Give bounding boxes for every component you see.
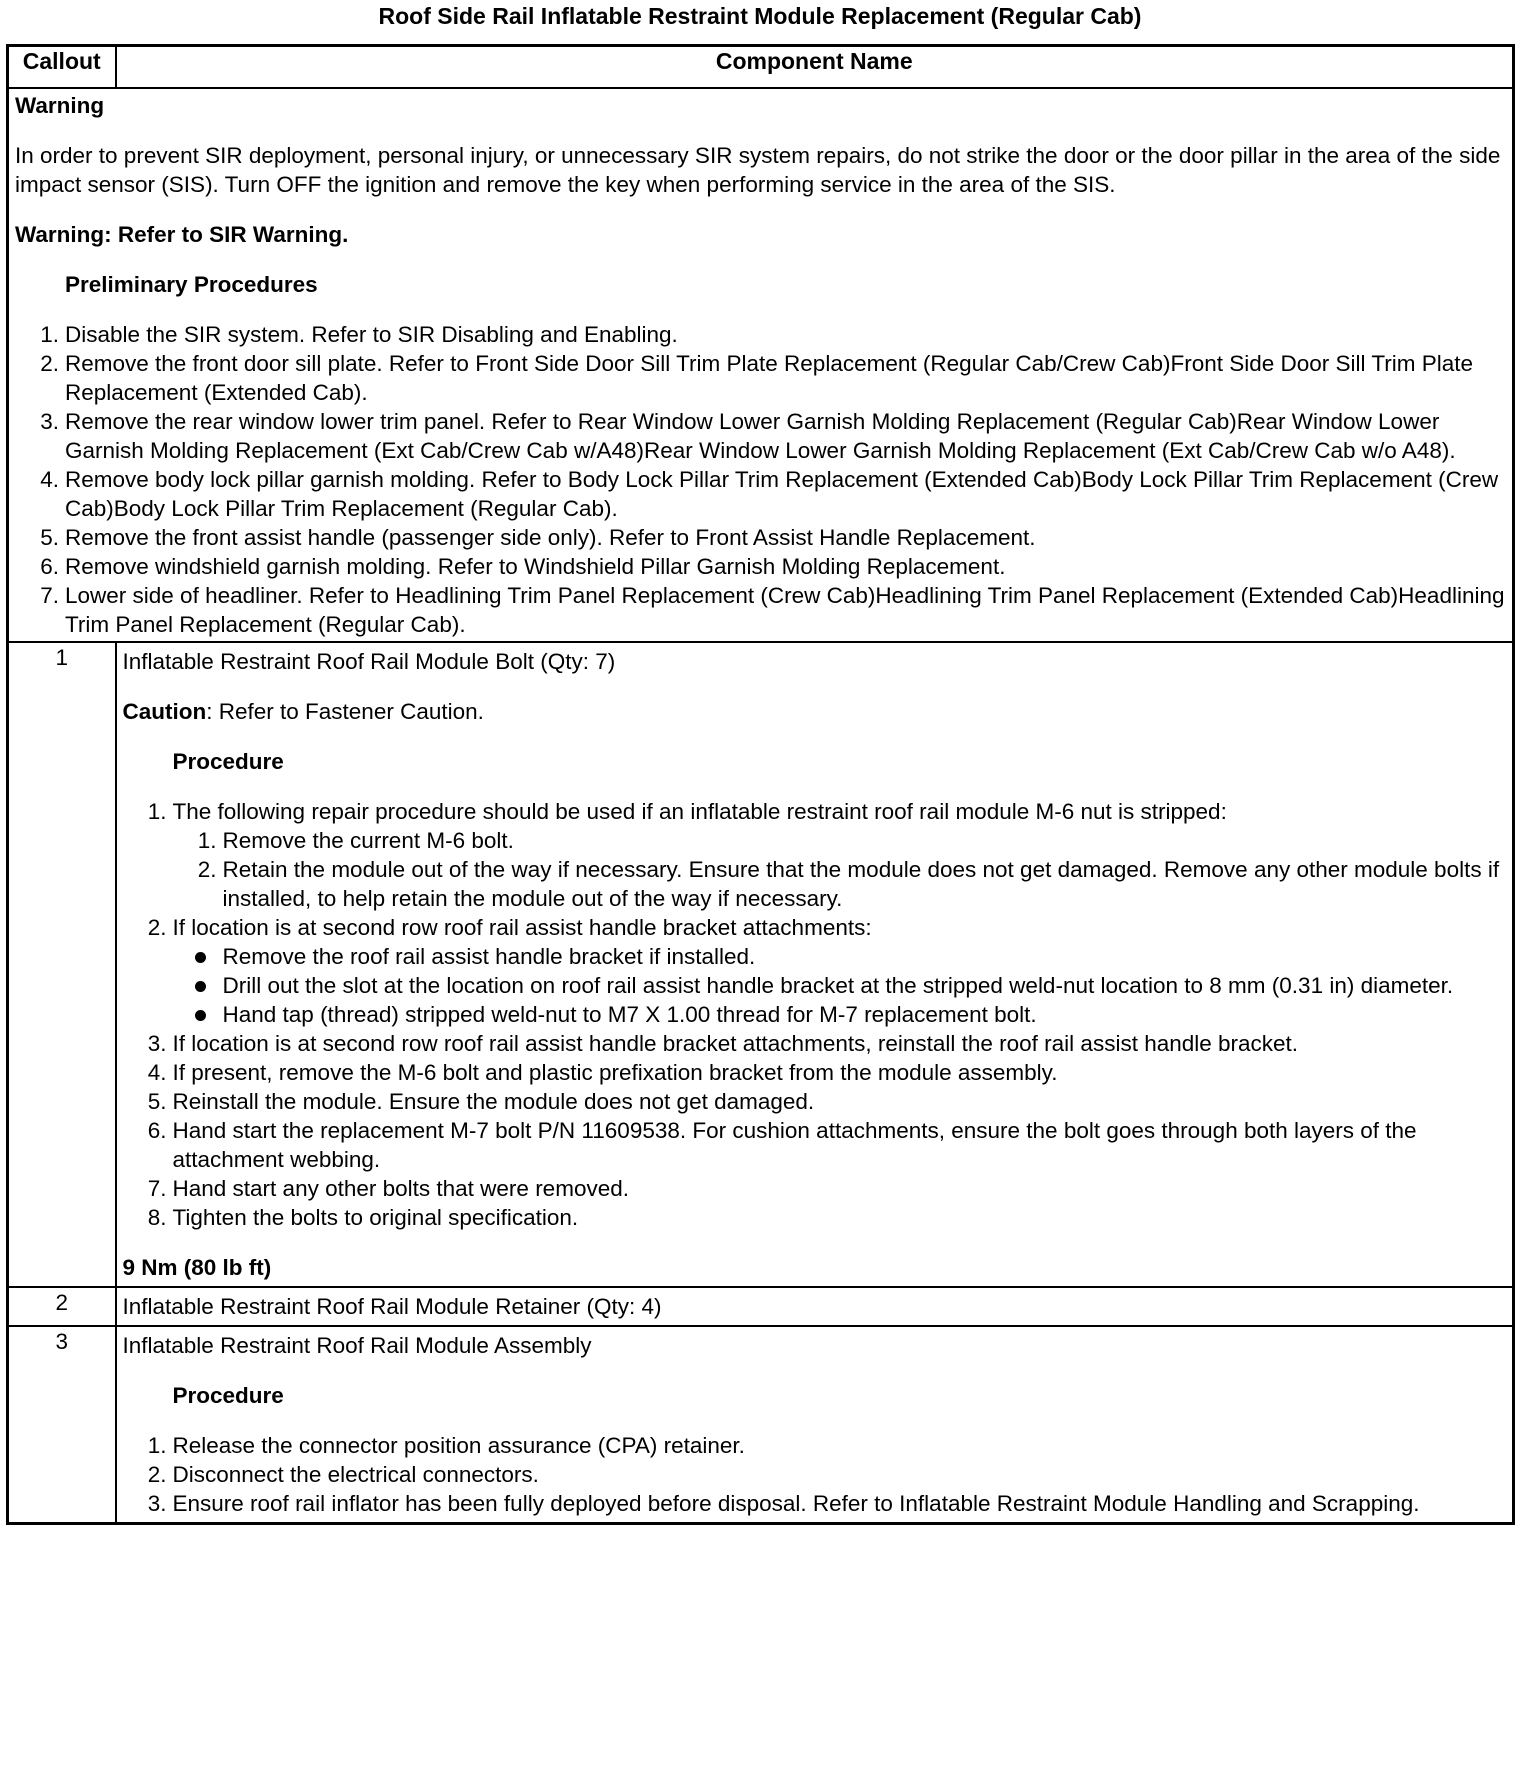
list-item: 4. If present, remove the M-6 bolt and plastic prefixation bracket from the module assembly. [147, 1060, 1058, 1085]
list-item: Remove the roof rail assist handle bracket if installed. [173, 942, 1507, 971]
table-header-row [8, 46, 1514, 89]
sub-steps-list [173, 826, 1507, 913]
procedure-heading: Procedure [172, 749, 284, 774]
document-title: Roof Side Rail Inflatable Restraint Module Replacement (Regular Cab) [378, 3, 1142, 29]
component-name: Inflatable Restraint Roof Rail Module Retainer (Qty: 4) [122, 1294, 662, 1319]
list-item: 8. Tighten the bolts to original specification. [147, 1205, 579, 1230]
list-item: 4. Remove body lock pillar garnish molding. Refer to Body Lock Pillar Trim Replacement (Extended Cab)Body Lock Pillar Trim Replacement (Crew Cab)Body Lock Pillar Trim Replacement (Regular Cab). [40, 467, 1499, 521]
warning-cell [8, 88, 1514, 642]
list-item: 2. If location is at second row roof rail assist handle bracket attachments: Remove the roof rail assist handle bracket if installed. Drill out the slot at the location on roof rail assist handle bracket at the stripped weld-nut location to 8 mm (0.31 in) diameter. Hand tap (thread) stripped weld-nut to M7 X 1.00 thread for M-7 replacement bolt. [123, 913, 1507, 1029]
list-item: 7. Hand start any other bolts that were removed. [147, 1176, 629, 1201]
component-name: Inflatable Restraint Roof Rail Module Assembly [122, 1333, 592, 1358]
list-item: 2. Remove the front door sill plate. Refer to Front Side Door Sill Trim Plate Replacement (Regular Cab/Crew Cab)Front Side Door Sill Trim Plate Replacement (Extended Cab). [40, 351, 1474, 405]
component-name: Inflatable Restraint Roof Rail Module Bolt (Qty: 7) [122, 649, 616, 674]
callout-cell: 1 [8, 642, 116, 1287]
component-cell [116, 642, 1514, 1287]
list-item: 6. Hand start the replacement M-7 bolt P/N 11609538. For cushion attachments, ensure the bolt goes through both layers of the attachment webbing. [147, 1118, 1417, 1172]
callout-column-header: Callout [8, 46, 116, 89]
warning-heading: Warning [15, 93, 105, 118]
procedure-steps-list [123, 1431, 1507, 1518]
list-item: 5. Reinstall the module. Ensure the module does not get damaged. [147, 1089, 815, 1114]
list-item: 5. Remove the front assist handle (passenger side only). Refer to Front Assist Handle Replacement. [40, 525, 1036, 550]
list-item: 2. Disconnect the electrical connectors. [147, 1462, 539, 1487]
list-item: Hand tap (thread) stripped weld-nut to M7 X 1.00 thread for M-7 replacement bolt. [173, 1000, 1507, 1029]
component-cell [116, 1287, 1514, 1326]
bullet-list [173, 942, 1507, 1029]
list-item: 7. Lower side of headliner. Refer to Headlining Trim Panel Replacement (Crew Cab)Headlining Trim Panel Replacement (Extended Cab)Headlining Trim Panel Replacement (Regular Cab). [40, 583, 1505, 637]
component-name-column-header: Component Name [116, 46, 1514, 89]
list-item: 6. Remove windshield garnish molding. Refer to Windshield Pillar Garnish Molding Replacement. [40, 554, 1006, 579]
list-item: 1. The following repair procedure should be used if an inflatable restraint roof rail module M-6 nut is stripped: 1. Remove the current M-6 bolt. 2. Retain the module out of the way if necessary. Ensure that the module does not get damaged. Remove any other module bolts if installed, to help retain the module out of the way if necessary. [123, 797, 1507, 913]
preliminary-procedures-heading: Preliminary Procedures [65, 272, 318, 297]
procedure-heading: Procedure [172, 1383, 284, 1408]
bullet-icon [195, 952, 206, 963]
bullet-icon [195, 981, 206, 992]
list-item: 3. Remove the rear window lower trim panel. Refer to Rear Window Lower Garnish Molding Replacement (Regular Cab)Rear Window Lower Garnish Molding Replacement (Ext Cab/Crew Cab w/A48)Rear Window Lower Garnish Molding Replacement (Ext Cab/Crew Cab w/o A48). [40, 409, 1456, 463]
list-item: 1. Disable the SIR system. Refer to SIR Disabling and Enabling. [40, 322, 678, 347]
table-row [8, 642, 1514, 1287]
warning-text: In order to prevent SIR deployment, personal injury, or unnecessary SIR system repairs, do not strike the door or the door pillar in the area of the side impact sensor (SIS). Turn OFF the ignition and remove the key when performing service in the area of the SIS. [15, 143, 1501, 197]
sir-warning-reference: Warning: Refer to SIR Warning. [15, 222, 349, 247]
list-item: 1. Release the connector position assurance (CPA) retainer. [147, 1433, 745, 1458]
table-row [8, 1326, 1514, 1524]
list-item: 1. Remove the current M-6 bolt. [197, 828, 514, 853]
component-table [6, 44, 1515, 1525]
list-item: 2. Retain the module out of the way if necessary. Ensure that the module does not get damaged. Remove any other module bolts if installed, to help retain the module out of the way if necessary. [197, 857, 1500, 911]
procedure-steps-list [123, 797, 1507, 1232]
list-item: 3. If location is at second row roof rail assist handle bracket attachments, reinstall the roof rail assist handle bracket. [147, 1031, 1299, 1056]
caution-note: Caution: Refer to Fastener Caution. [122, 699, 484, 724]
warning-row [8, 88, 1514, 642]
list-item: 3. Ensure roof rail inflator has been fully deployed before disposal. Refer to Inflatable Restraint Module Handling and Scrapping. [147, 1491, 1420, 1516]
bullet-icon [195, 1010, 206, 1021]
callout-cell: 3 [8, 1326, 116, 1524]
callout-cell: 2 [8, 1287, 116, 1326]
table-row [8, 1287, 1514, 1326]
component-cell [116, 1326, 1514, 1524]
preliminary-steps-list [15, 320, 1506, 639]
torque-spec: 9 Nm (80 lb ft) [122, 1255, 272, 1280]
list-item: Drill out the slot at the location on roof rail assist handle bracket at the stripped weld-nut location to 8 mm (0.31 in) diameter. [173, 971, 1507, 1000]
